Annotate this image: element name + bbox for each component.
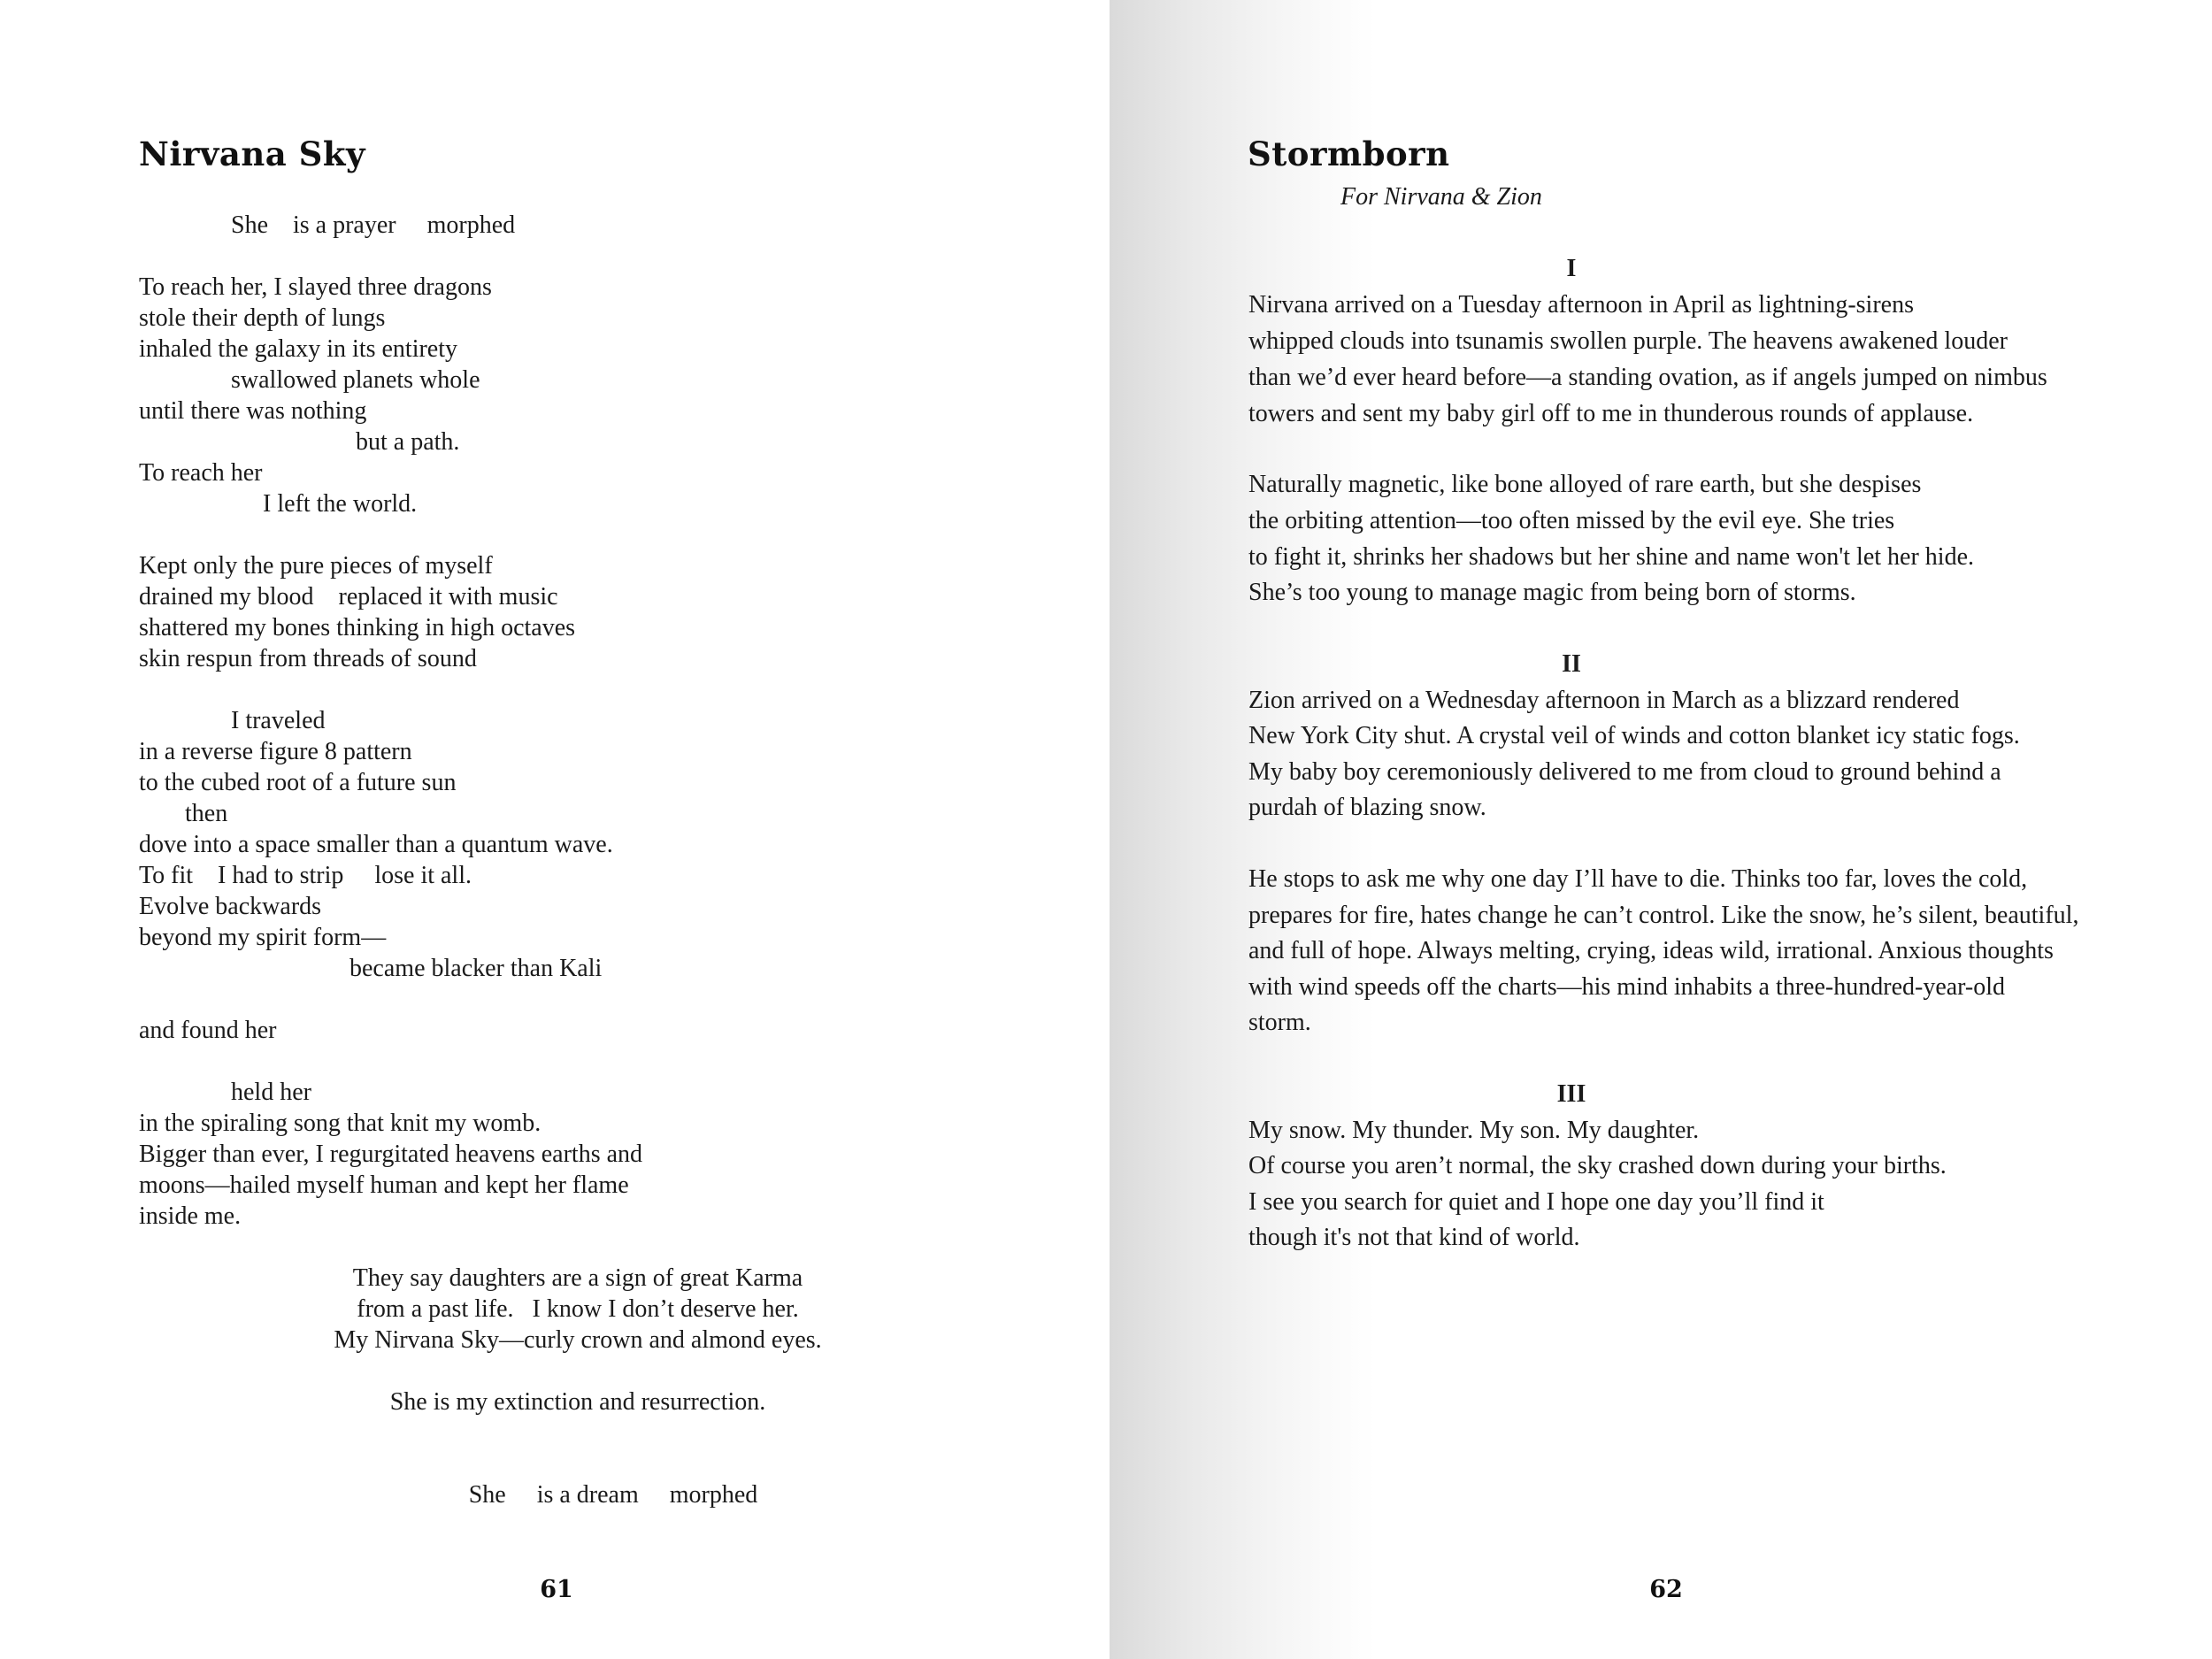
prose-line: Nirvana arrived on a Tuesday afternoon in April as lightning-sirens: [1248, 291, 1914, 319]
poem-line: inhaled the galaxy in its entirety: [139, 335, 458, 363]
poem-line: drained my blood replaced it with music: [139, 583, 558, 611]
poem-line: inside me.: [139, 1202, 242, 1230]
prose-line: with wind speeds off the charts—his mind inhabits a three-hundred-year-old: [1248, 973, 2006, 1001]
prose-line: though it's not that kind of world.: [1248, 1224, 1580, 1251]
prose-line: Naturally magnetic, like bone alloyed of rare earth, but she despises: [1248, 471, 1922, 498]
poem-title-stormborn: Stormborn: [1248, 134, 1450, 173]
poem-line: became blacker than Kali: [349, 955, 603, 982]
poem-line: She is my extinction and resurrection.: [389, 1388, 766, 1416]
prose-line: Zion arrived on a Wednesday afternoon in March as a blizzard rendered: [1248, 687, 1960, 714]
poem-line: in the spiraling song that knit my womb.: [139, 1110, 541, 1137]
poem-line: until there was nothing: [139, 397, 367, 425]
prose-line: She’s too young to manage magic from being born of storms.: [1248, 579, 1856, 606]
section-numeral: II: [1562, 650, 1581, 678]
prose-line: storm.: [1248, 1009, 1311, 1036]
prose-line: whipped clouds into tsunamis swollen purple. The heavens awakened louder: [1248, 327, 2008, 355]
poem-line: to the cubed root of a future sun: [139, 769, 457, 796]
poem-line: and found her: [139, 1017, 277, 1044]
poem-line: from a past life. I know I don’t deserve her.: [357, 1295, 799, 1323]
poem-line: then: [185, 800, 228, 827]
prose-line: I see you search for quiet and I hope one day you’ll find it: [1248, 1188, 1824, 1216]
prose-line: My snow. My thunder. My son. My daughter.: [1248, 1117, 1700, 1144]
poem-line: Bigger than ever, I regurgitated heavens earths and: [139, 1141, 643, 1168]
prose-line: purdah of blazing snow.: [1248, 794, 1486, 821]
poem-line: skin respun from threads of sound: [139, 645, 477, 672]
prose-line: prepares for fire, hates change he can’t control. Like the snow, he’s silent, beautiful,: [1248, 902, 2079, 929]
prose-line: New York City shut. A crystal veil of winds and cotton blanket icy static fogs.: [1248, 722, 2020, 749]
poem-line: moons—hailed myself human and kept her flame: [139, 1171, 629, 1199]
prose-line: and full of hope. Always melting, crying, ideas wild, irrational. Anxious thoughts: [1248, 937, 2054, 964]
poem-line: Kept only the pure pieces of myself: [139, 552, 493, 580]
poem-line: To reach her: [139, 459, 263, 487]
poem-line: shattered my bones thinking in high octaves: [139, 614, 576, 641]
prose-line: towers and sent my baby girl off to me in thunderous rounds of applause.: [1248, 400, 1974, 427]
prose-line: My baby boy ceremoniously delivered to me from cloud to ground behind a: [1248, 758, 2001, 786]
poem-line: held her: [231, 1079, 311, 1106]
poem-line: in a reverse figure 8 pattern: [139, 738, 412, 765]
poem-line: To reach her, I slayed three dragons: [139, 273, 492, 301]
page-number: 62: [1649, 1576, 1683, 1603]
prose-line: the orbiting attention—too often missed by the evil eye. She tries: [1248, 507, 1895, 534]
page-number: 61: [540, 1576, 573, 1603]
poem-line: Evolve backwards: [139, 893, 322, 920]
poem-line: stole their depth of lungs: [139, 304, 386, 332]
poem-title-nirvana-sky: Nirvana Sky: [139, 134, 365, 173]
poem-line: My Nirvana Sky—curly crown and almond eyes.: [334, 1326, 822, 1354]
section-numeral: I: [1566, 255, 1577, 282]
poem-line: but a path.: [356, 428, 460, 456]
dedication: For Nirvana & Zion: [1340, 183, 1542, 211]
poem-line: swallowed planets whole: [231, 366, 480, 394]
poem-line: beyond my spirit form—: [139, 924, 387, 951]
poem-line: To fit I had to strip lose it all.: [139, 862, 472, 889]
poem-line: They say daughters are a sign of great Karma: [352, 1264, 803, 1292]
poem-line: I traveled: [231, 707, 326, 734]
prose-line: Of course you aren’t normal, the sky crashed down during your births.: [1248, 1152, 1947, 1179]
poem-line: I left the world.: [263, 490, 418, 518]
right-page: [1110, 0, 2212, 1659]
poem-line: She is a prayer morphed: [231, 211, 516, 239]
prose-line: to fight it, shrinks her shadows but her shine and name won't let her hide.: [1248, 543, 1974, 571]
prose-line: He stops to ask me why one day I’ll have to die. Thinks too far, loves the cold,: [1248, 865, 2028, 893]
poem-line: She is a dream morphed: [468, 1481, 758, 1509]
poem-line: dove into a space smaller than a quantum wave.: [139, 831, 613, 858]
section-numeral: III: [1556, 1080, 1586, 1108]
prose-line: than we’d ever heard before—a standing ovation, as if angels jumped on nimbus: [1248, 364, 2047, 391]
